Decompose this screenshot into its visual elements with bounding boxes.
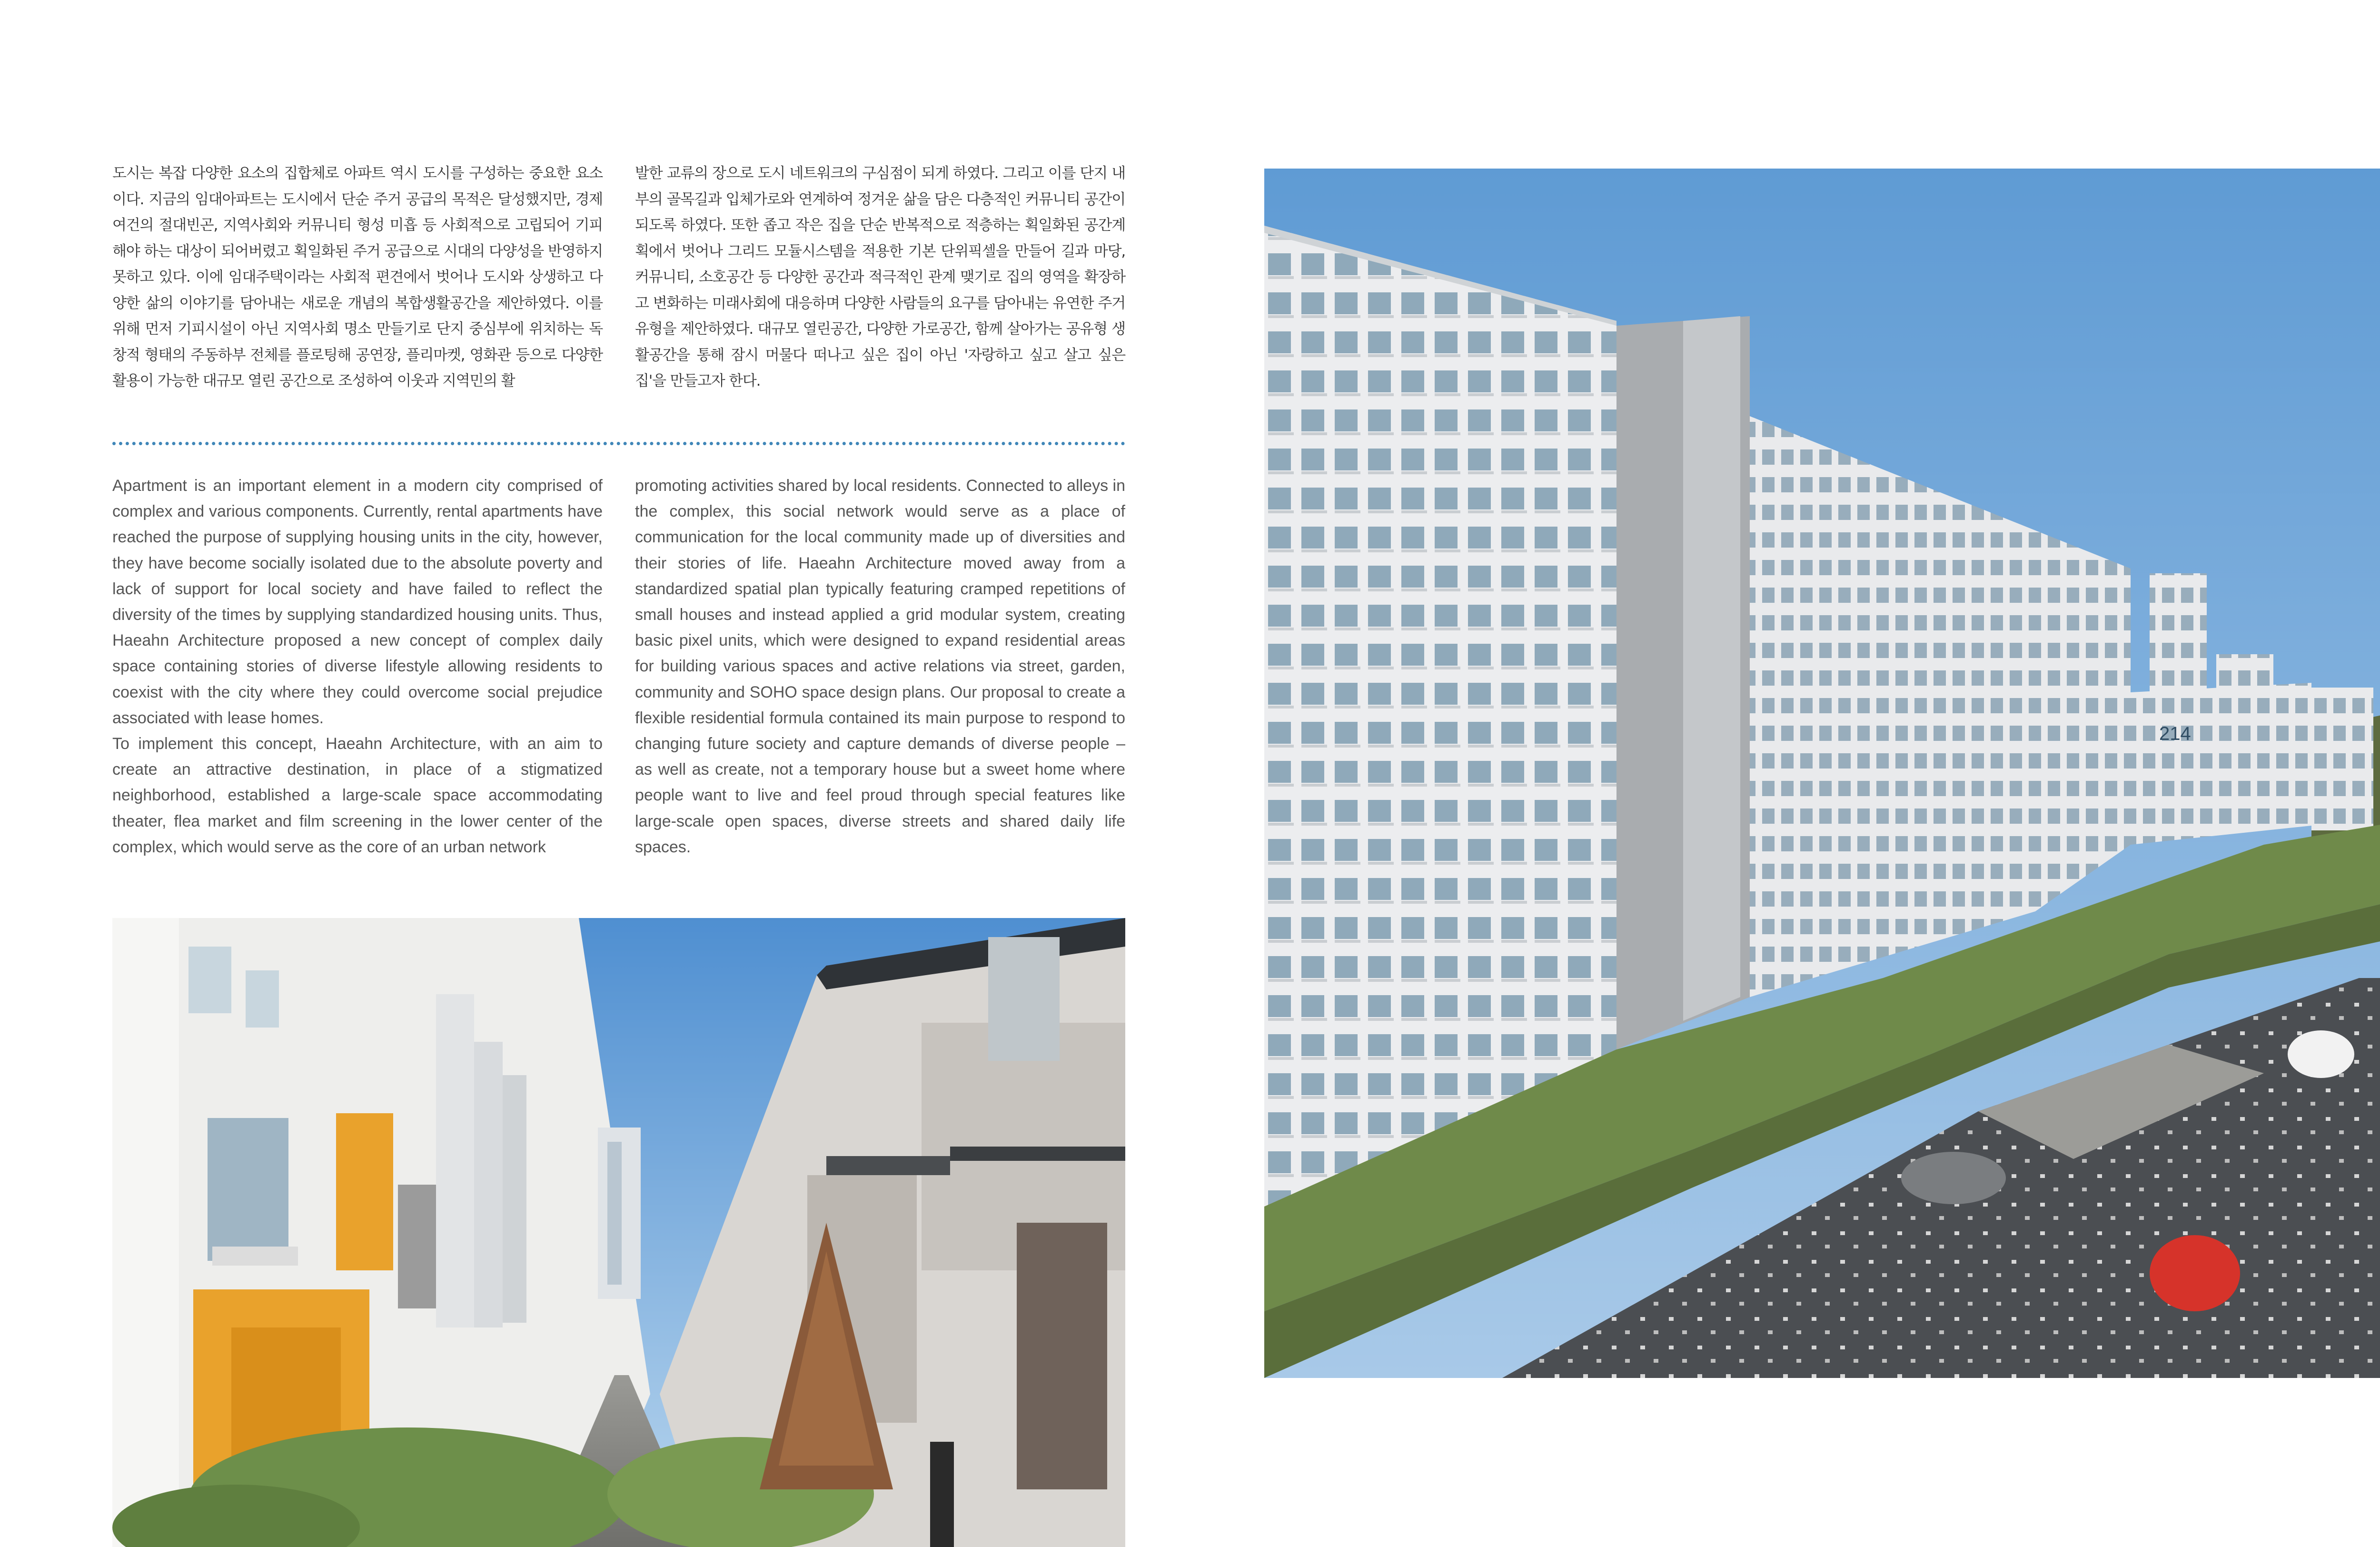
english-text-left-column bbox=[112, 473, 603, 863]
building-number-label: 214 bbox=[2159, 723, 2191, 744]
english-paragraph: Apartment is an important element in a modern city comprised of complex and various components. Currently, rental apartments have reached the purpose of supplying housing units in the city, however, they have become socially isolated due to the absolute poverty and lack of support for local society and have failed to reflect the diversity of the times by supplying standardized housing units. Thus, Haeahn Architecture proposed a new concept of complex daily space containing stories of diverse lifestyle allowing residents to coexist with the city where they could overcome social prejudice associated with lease homes. bbox=[112, 477, 603, 727]
english-paragraph: promoting activities shared by local residents. Connected to alleys in the complex, this social network would serve as a place of communication for the local community made up of diversities and their stories of life. Haeahn Architecture moved away from a standardized spatial plan typically featuring cramped repetitions of small houses and instead applied a grid modular system, creating basic pixel units, which were designed to expand residential areas for building various spaces and active relations via street, garden, community and SOHO space design plans. Our proposal to create a flexible residential formula contained its main purpose to respond to changing future society and capture demands of diverse people – as well as create, not a temporary house but a sweet home where people want to live and feel proud through special features like large-scale open spaces, diverse streets and shared daily life spaces. bbox=[635, 477, 1125, 856]
korean-text-right-column: 발한 교류의 장으로 도시 네트워크의 구심점이 되게 하였다. 그리고 이를 단지 내부의 골목길과 입체가로와 연계하여 정겨운 삶을 담은 다층적인 커뮤니티 공간이 되도록 하였다. 또한 좁고 작은 집을 단순 반복적으로 적층하는 획일화된 공간계획에서 벗어나 그리드 모듈시스템을 적용한 기본 단위픽셀을 만들어 길과 마당, 커뮤니티, 소호공간 등 다양한 공간과 적극적인 관계 맺기로 집의 영역을 확장하고 변화하는 미래사회에 대응하며 다양한 사람들의 요구를 담아내는 유연한 주거유형을 제안하였다. 대규모 열린공간, 다양한 가로공간, 함께 살아가는 공유형 생활공간을 통해 잠시 머물다 떠나고 싶은 집이 아닌 '자랑하고 싶고 살고 싶은 집'을 만들고자 한다. bbox=[635, 165, 1125, 389]
courtyard-walkway-photo bbox=[112, 918, 1125, 1547]
dotted-divider bbox=[112, 442, 1125, 445]
korean-text-left-column: 도시는 복잡 다양한 요소의 집합체로 아파트 역시 도시를 구성하는 중요한 요소이다. 지금의 임대아파트는 도시에서 단순 주거 공급의 목적은 달성했지만, 경제여건의 절대빈곤, 지역사회와 커뮤니티 형성 미흡 등 사회적으로 고립되어 기피해야 하는 대상이 되어버렸고 획일화된 주거 공급으로 시대의 다양성을 반영하지 못하고 있다. 이에 임대주택이라는 사회적 편견에서 벗어나 도시와 상생하고 다양한 삶의 이야기를 담아내는 새로운 개념의 복합생활공간을 제안하였다. 이를 위해 먼저 기피시설이 아닌 지역사회 명소 만들기로 단지 중심부에 위치하는 독창적 형태의 주동하부 전체를 플로팅해 공연장, 플리마켓, 영화관 등으로 다양한 활용이 가능한 대규모 열린 공간으로 조성하여 이웃과 지역민의 활 bbox=[112, 165, 603, 389]
apartment-complex-photo bbox=[1264, 169, 2380, 1378]
english-text-right-column bbox=[635, 473, 1125, 863]
english-paragraph: To implement this concept, Haeahn Architecture, with an aim to create an attractive destination, in place of a stigmatized neighborhood, established a large-scale space accommodating theater, flea market and film screening in the lower center of the complex, which would serve as the core of an urban network bbox=[112, 735, 603, 856]
